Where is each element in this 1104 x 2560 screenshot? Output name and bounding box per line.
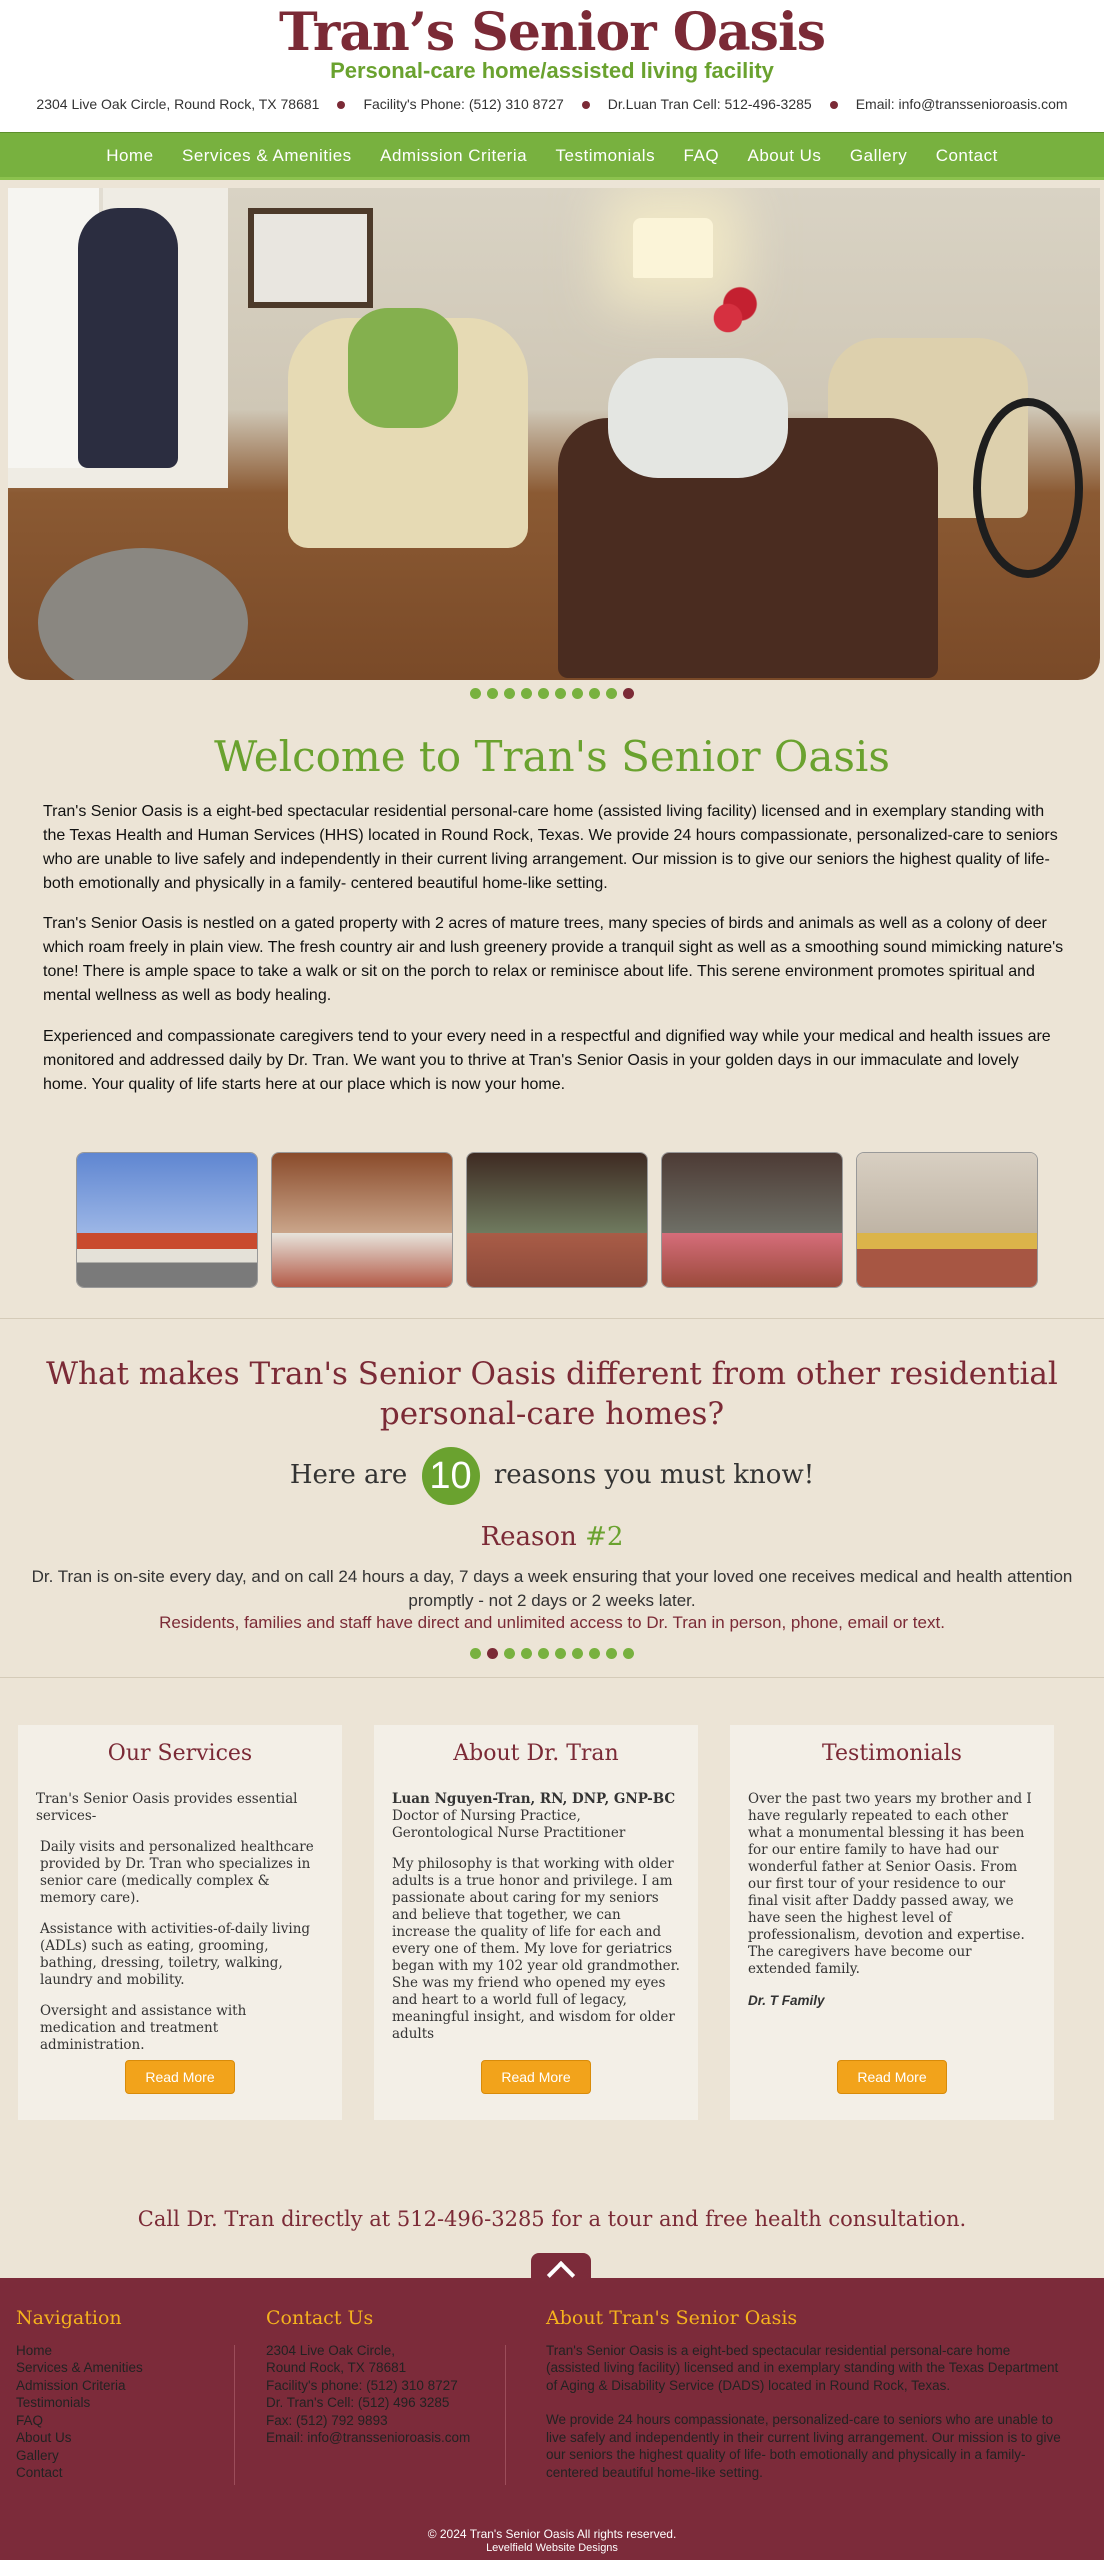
reasons-heading: What makes Tran's Senior Oasis different from other residential personal-care homes? [46, 1356, 1058, 1432]
section-divider [0, 1677, 1104, 1678]
slider-dot[interactable] [606, 1648, 617, 1659]
slider-dot[interactable] [572, 688, 583, 699]
bullet-icon [582, 101, 590, 109]
nav-faq[interactable]: FAQ [683, 146, 720, 165]
footer-contact-line[interactable]: Email: info@transsenioroasis.com [266, 2430, 471, 2445]
testimonial-text: Over the past two years my brother and I have regularly repeated to each other what a monumental blessing it has been for our entire family to have had our wonderful father at Senior Oasis. From our first tour of your residence to our final visit after Daddy passed away, we have seen the highest level of professionalism, devotion and expertise. The caregivers have become our extended family. [748, 1791, 1032, 1977]
header-email[interactable]: Email: info@transsenioroasis.com [855, 96, 1068, 112]
services-card-title: Our Services [107, 1741, 253, 1766]
services-item: Assistance with activities-of-daily living (ADLs) such as eating, grooming, bathing, dressing, toiletry, walking, laundry and mobility. [40, 1921, 311, 1988]
slider-dot[interactable] [470, 1648, 481, 1659]
reason-title [0, 1522, 1104, 1552]
slider-dot[interactable] [589, 688, 600, 699]
services-item: Oversight and assistance with medication and treatment administration. [40, 2003, 247, 2053]
footer-copyright [0, 2527, 1104, 2555]
here-are-text: Here are [289, 1460, 408, 1490]
services-intro: Tran's Senior Oasis provides essential services- [36, 1791, 298, 1824]
about-name: Luan Nguyen-Tran, RN, DNP, GNP-BC [392, 1791, 676, 1807]
footer-nav-link[interactable]: FAQ [16, 2412, 44, 2428]
site-tagline: Personal-care home/assisted living facility [330, 58, 774, 83]
slider-dot[interactable] [470, 688, 481, 699]
call-to-action: Call Dr. Tran directly at 512-496-3285 for a tour and free health consultation. [137, 2207, 967, 2231]
testimonials-read-more-button[interactable]: Read More [837, 2060, 947, 2094]
footer-navigation [16, 2307, 236, 2482]
welcome-title: Welcome to Tran's Senior Oasis [214, 732, 890, 781]
site-logo-title[interactable]: Tran’s Senior Oasis [279, 2, 825, 63]
about-text: My philosophy is that working with older adults is a true honor and privilege. I am passionate about caring for my seniors and believe that together, we can increase the quality of life for each and every one of them. My love for geriatrics began with my 102 year old grandmother. She was my friend who opened my eyes and heart to a world full of legacy, meaningful insight, and wisdom for older adults [392, 1856, 680, 2042]
about-card-title: About Dr. Tran [453, 1741, 619, 1766]
bullet-icon [830, 101, 838, 109]
designer-credit[interactable]: Levelfield Website Designs [486, 2542, 618, 2554]
footer-nav-title: Navigation [16, 2307, 122, 2329]
slider-dot[interactable] [606, 688, 617, 699]
gallery-thumbnail[interactable] [466, 1152, 648, 1288]
footer-about-title: About Tran's Senior Oasis [546, 2307, 798, 2329]
about-role: Doctor of Nursing Practice, Gerontological Nurse Practitioner [392, 1808, 626, 1841]
services-item: Daily visits and personalized healthcare provided by Dr. Tran who specializes in senior care (medically complex & memory care). [40, 1839, 314, 1906]
intro-paragraph: Tran's Senior Oasis is nestled on a gated property with 2 acres of mature trees, many species of birds and animals as well as a colony of deer which roam freely in plain view. The fresh country air and lush greenery provide a tranquil sight as well as a smoothing sound mimicking nature's tone! There is ample space to take a walk or sit on the porch to relax or reminisce about life. This serene environment promotes spiritual and mental wellness as well as body healing. [43, 915, 1064, 1004]
testimonial-author: Dr. T Family [748, 1993, 825, 2008]
testimonials-card-title: Testimonials [822, 1741, 962, 1766]
services-read-more-button[interactable]: Read More [125, 2060, 235, 2094]
bullet-icon [337, 101, 345, 109]
contact-strip [0, 96, 1104, 112]
footer-about [546, 2307, 1066, 2481]
nav-admission[interactable]: Admission Criteria [380, 146, 528, 165]
slider-dot[interactable] [555, 688, 566, 699]
footer-about-text: We provide 24 hours compassionate, personalized-care to seniors who are unable to live safely and independently in their current living arrangement. Our mission is to give our seniors the highest quality of life- both emotionally and physically in a family- centered beautiful home-like setting. [546, 2412, 1061, 2480]
footer-contact-line: Fax: (512) 792 9893 [266, 2412, 388, 2428]
slider-dot[interactable] [487, 688, 498, 699]
slider-dot[interactable] [538, 1648, 549, 1659]
footer-contact-line: Round Rock, TX 78681 [266, 2360, 407, 2375]
footer-nav-link[interactable]: About Us [16, 2430, 72, 2445]
testimonials-card-body [748, 1791, 1038, 2023]
nav-about[interactable]: About Us [747, 146, 822, 165]
footer-separator [505, 2345, 506, 2485]
slider-dot[interactable] [572, 1648, 583, 1659]
services-card [18, 1725, 342, 2120]
reason-number: #2 [585, 1522, 624, 1552]
nav-testimonials[interactable]: Testimonials [555, 146, 656, 165]
hero-slider-dots [0, 686, 1104, 704]
footer-nav-link[interactable]: Contact [16, 2465, 63, 2480]
about-card [374, 1725, 698, 2120]
reasons-you-must-know: reasons you must know! [493, 1460, 815, 1490]
chevron-up-icon [547, 2261, 575, 2289]
gallery-thumbnails [76, 1152, 1036, 1288]
header-cell[interactable]: Dr.Luan Tran Cell: 512-496-3285 [607, 96, 812, 112]
reason-label: Reason [480, 1522, 577, 1552]
footer-separator [234, 2345, 235, 2485]
footer-nav-link[interactable]: Gallery [16, 2447, 59, 2463]
testimonials-card [730, 1725, 1054, 2120]
copyright-text: © 2024 Tran's Senior Oasis All rights reserved. [427, 2527, 677, 2541]
slider-dot[interactable] [504, 1648, 515, 1659]
reasons-count-line [0, 1445, 1104, 1505]
footer-about-text: Tran's Senior Oasis is a eight-bed spectacular residential personal-care home (assisted living facility) licensed and in exemplary standing with the Texas Department of Aging & Disability Service (DADS) located in Round Rock, Texas. [546, 2342, 1059, 2393]
main-nav [0, 132, 1104, 180]
slider-dot[interactable] [555, 1648, 566, 1659]
reasons-count-badge: 10 [422, 1447, 480, 1505]
site-header [0, 0, 1104, 132]
about-read-more-button[interactable]: Read More [481, 2060, 591, 2094]
footer-contact-title: Contact Us [266, 2307, 374, 2329]
slider-dot[interactable] [538, 688, 549, 699]
footer-nav-link[interactable]: Home [16, 2342, 53, 2358]
slider-dot[interactable] [623, 1648, 634, 1659]
gallery-thumbnail[interactable] [661, 1152, 843, 1288]
gallery-thumbnail[interactable] [856, 1152, 1038, 1288]
nav-gallery[interactable]: Gallery [849, 146, 908, 165]
footer-contact [266, 2307, 506, 2447]
section-divider [0, 1318, 1104, 1319]
gallery-thumbnail[interactable] [76, 1152, 258, 1288]
back-to-top-button[interactable] [531, 2253, 591, 2287]
slider-dot[interactable] [521, 688, 532, 699]
nav-contact[interactable]: Contact [935, 146, 998, 165]
slider-dot-active[interactable] [487, 1648, 498, 1659]
intro-paragraph: Tran's Senior Oasis is a eight-bed spectacular residential personal-care home (assisted living facility) licensed and in exemplary standing with the Texas Health and Human Services (HHS) located in Round Rock, Texas. We provide 24 hours compassionate, personalized-care to seniors who are unable to live safely and independently in their current living arrangement. Our mission is to give our seniors the highest quality of life- both emotionally and physically in a family- centered beautiful home-like setting. [43, 803, 1058, 892]
slider-dot[interactable] [589, 1648, 600, 1659]
slider-dot[interactable] [521, 1648, 532, 1659]
footer-nav-link[interactable]: Admission Criteria [16, 2377, 126, 2393]
reason-subtext: Residents, families and staff have direct and unlimited access to Dr. Tran in person, phone, email or text. [159, 1613, 945, 1632]
gallery-thumbnail[interactable] [271, 1152, 453, 1288]
footer-nav-link[interactable]: Services & Amenities [16, 2360, 143, 2375]
slider-dot-active[interactable] [623, 688, 634, 699]
nav-services[interactable]: Services & Amenities [182, 146, 352, 165]
hero-slideshow-image [8, 188, 1100, 680]
header-phone[interactable]: Facility's Phone: (512) 310 8727 [363, 96, 564, 112]
footer-contact-line: 2304 Live Oak Circle, [266, 2342, 396, 2358]
header-address: 2304 Live Oak Circle, Round Rock, TX 78681 [36, 96, 320, 112]
footer-contact-line[interactable]: Dr. Tran's Cell: (512) 496 3285 [266, 2395, 450, 2410]
nav-home[interactable]: Home [106, 146, 154, 165]
about-card-body [392, 1791, 682, 2057]
slider-dot[interactable] [504, 688, 515, 699]
intro-paragraph: Experienced and compassionate caregivers tend to your every need in a respectful and dignified way while your medical and health issues are monitored and addressed daily by Dr. Tran. We want you to thrive at Tran's Senior Oasis in your golden days in our immaculate and lovely home. Your quality of life starts here at our place which is now your home. [43, 1028, 1051, 1093]
footer-nav-link[interactable]: Testimonials [16, 2395, 91, 2410]
reason-text: Dr. Tran is on-site every day, and on call 24 hours a day, 7 days a week ensuring that your loved one receives medical and health attention promptly - not 2 days or 2 weeks later. [31, 1567, 1073, 1610]
reasons-slider-dots [0, 1646, 1104, 1664]
services-card-body [36, 1791, 326, 2068]
footer-contact-line[interactable]: Facility's phone: (512) 310 8727 [266, 2377, 458, 2393]
